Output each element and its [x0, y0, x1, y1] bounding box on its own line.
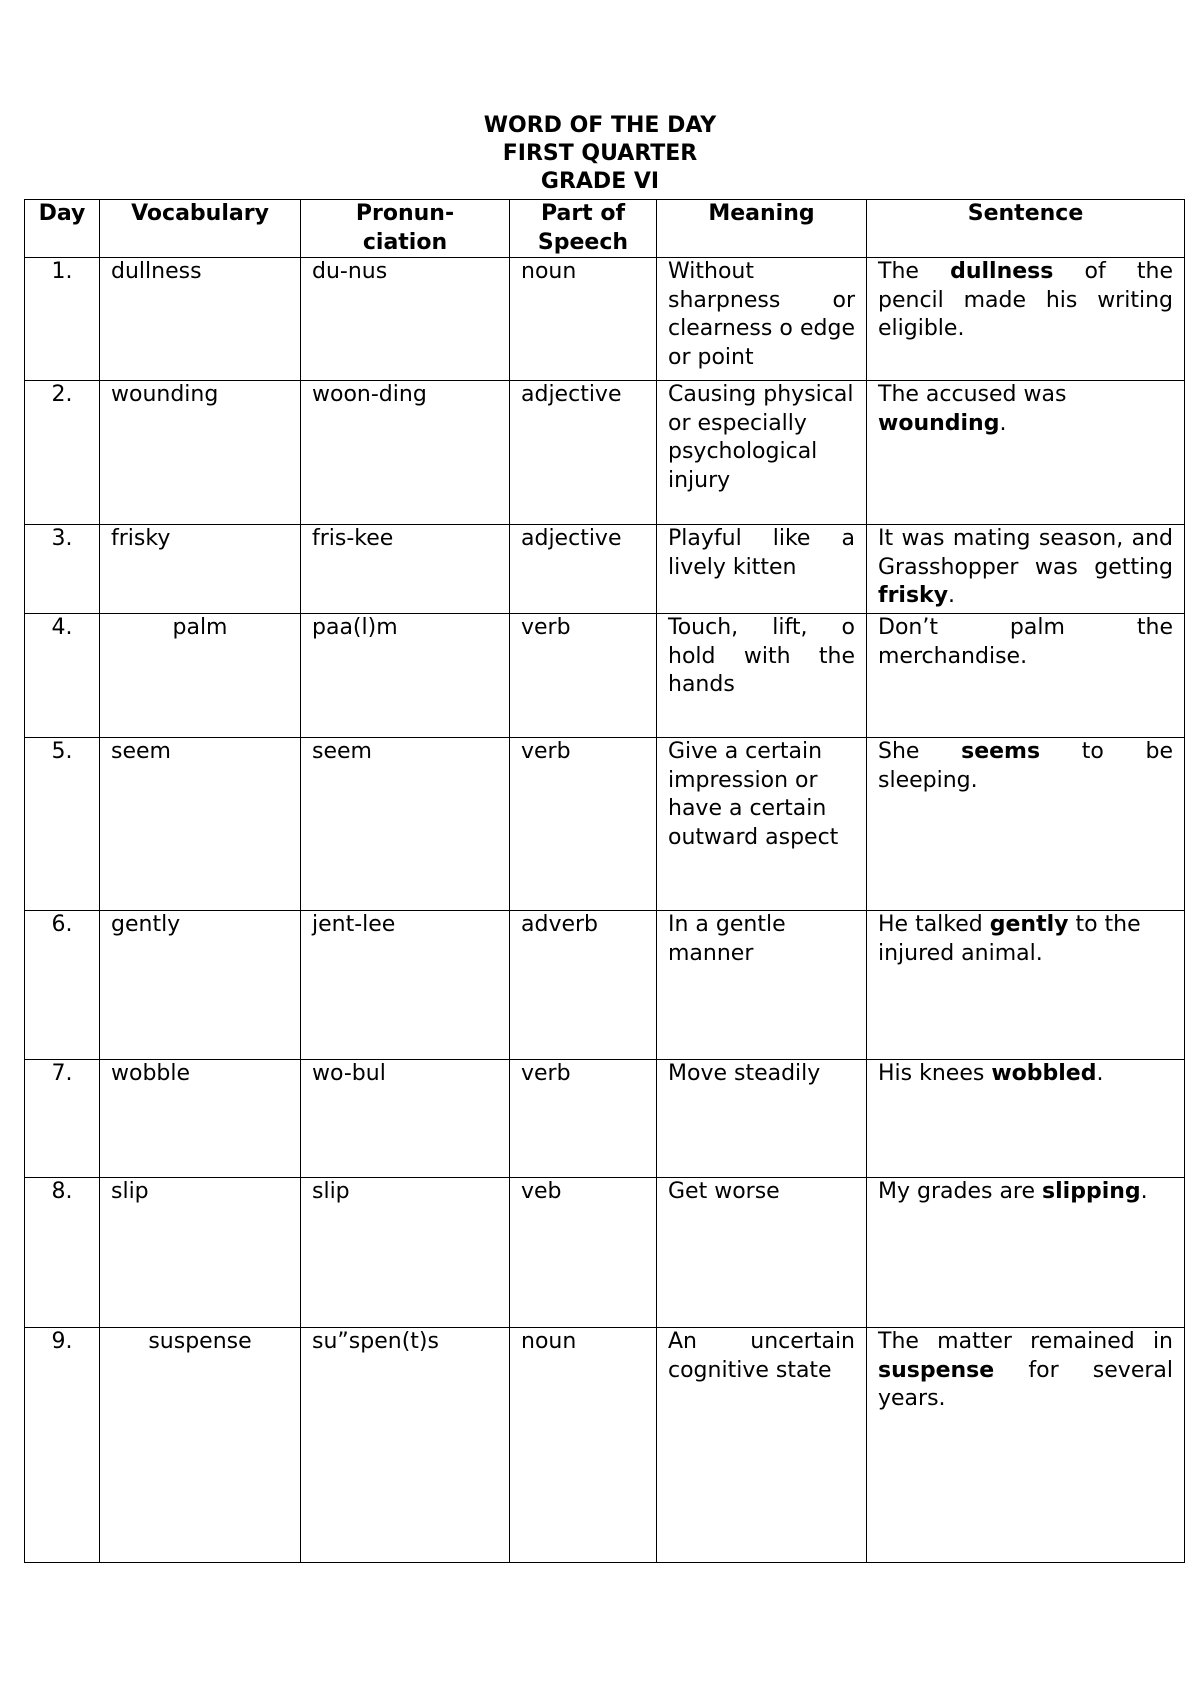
table-row — [25, 1328, 1185, 1563]
highlighted-word: suspense — [878, 1357, 995, 1383]
cell-day: 3. — [25, 525, 100, 614]
cell-meaning: Causing physical or especially psychological injury — [657, 381, 867, 525]
cell-pronunciation: su”spen(t)s — [301, 1328, 510, 1563]
grade-label: GRADE VI — [540, 169, 660, 194]
cell-pronunciation: wo-bul — [301, 1060, 510, 1178]
cell-sentence: My grades are slipping. — [867, 1178, 1185, 1328]
quarter-label: FIRST QUARTER — [502, 141, 698, 166]
cell-part-of-speech: adjective — [510, 525, 657, 614]
cell-part-of-speech: adverb — [510, 911, 657, 1060]
cell-day: 1. — [25, 258, 100, 381]
cell-meaning: Touch, lift, o hold with the hands — [657, 614, 867, 738]
cell-day: 2. — [25, 381, 100, 525]
table-row — [25, 738, 1185, 911]
document-title: WORD OF THE DAY — [483, 113, 717, 138]
cell-word: dullness — [100, 258, 301, 381]
header-part-of-speech: Part of Speech — [510, 200, 657, 258]
highlighted-word: gently — [989, 912, 1069, 937]
highlighted-word: wobbled — [991, 1061, 1097, 1086]
cell-part-of-speech: adjective — [510, 381, 657, 525]
cell-sentence: The accused was wounding. — [867, 381, 1185, 525]
header-vocabulary: Vocabulary — [100, 200, 301, 258]
cell-meaning: An uncertain cognitive state — [657, 1328, 867, 1563]
table-row — [25, 258, 1185, 381]
table-header-row — [25, 200, 1185, 258]
table-row — [25, 911, 1185, 1060]
cell-meaning: Get worse — [657, 1178, 867, 1328]
cell-meaning: Playful like a lively kitten — [657, 525, 867, 614]
cell-pronunciation: paa(l)m — [301, 614, 510, 738]
cell-part-of-speech: veb — [510, 1178, 657, 1328]
cell-day: 9. — [25, 1328, 100, 1563]
vocabulary-table — [24, 199, 1185, 1563]
header-meaning: Meaning — [657, 200, 867, 258]
header-day: Day — [25, 200, 100, 258]
table-row — [25, 614, 1185, 738]
cell-day: 6. — [25, 911, 100, 1060]
cell-day: 4. — [25, 614, 100, 738]
cell-pronunciation: fris-kee — [301, 525, 510, 614]
cell-meaning: Give a certain impression or have a certain outward aspect — [657, 738, 867, 911]
table-row — [25, 381, 1185, 525]
highlighted-word: frisky — [878, 583, 949, 608]
cell-sentence: The matter remained in suspense for several years. — [867, 1328, 1185, 1563]
cell-sentence: She seems to be sleeping. — [867, 738, 1185, 911]
table-row — [25, 1060, 1185, 1178]
cell-word: slip — [100, 1178, 301, 1328]
cell-sentence: Don’t palm the merchandise. — [867, 614, 1185, 738]
table-row — [25, 525, 1185, 614]
cell-pronunciation: slip — [301, 1178, 510, 1328]
cell-word: gently — [100, 911, 301, 1060]
cell-pronunciation: jent-lee — [301, 911, 510, 1060]
highlighted-word: slipping — [1042, 1179, 1141, 1204]
highlighted-word: wounding — [878, 410, 1000, 436]
cell-pronunciation: woon-ding — [301, 381, 510, 525]
cell-word: wounding — [100, 381, 301, 525]
cell-sentence: The dullness of the pencil made his writing eligible. — [867, 258, 1185, 381]
cell-sentence: It was mating season, and Grasshopper was getting frisky. — [867, 525, 1185, 614]
cell-day: 5. — [25, 738, 100, 911]
cell-meaning: Without sharpness or clearness o edge or point — [657, 258, 867, 381]
cell-word: seem — [100, 738, 301, 911]
header-pronunciation: Pronun- ciation — [301, 200, 510, 258]
cell-part-of-speech: verb — [510, 738, 657, 911]
cell-part-of-speech: verb — [510, 1060, 657, 1178]
cell-meaning: In a gentle manner — [657, 911, 867, 1060]
document-header — [0, 112, 1200, 196]
cell-pronunciation: du-nus — [301, 258, 510, 381]
cell-sentence: His knees wobbled. — [867, 1060, 1185, 1178]
cell-part-of-speech: verb — [510, 614, 657, 738]
cell-day: 8. — [25, 1178, 100, 1328]
cell-meaning: Move steadily — [657, 1060, 867, 1178]
cell-word: frisky — [100, 525, 301, 614]
cell-word: wobble — [100, 1060, 301, 1178]
cell-day: 7. — [25, 1060, 100, 1178]
highlighted-word: dullness — [950, 259, 1054, 284]
cell-word: palm — [100, 614, 301, 738]
cell-part-of-speech: noun — [510, 258, 657, 381]
cell-sentence: He talked gently to the injured animal. — [867, 911, 1185, 1060]
header-sentence: Sentence — [867, 200, 1185, 258]
cell-part-of-speech: noun — [510, 1328, 657, 1563]
highlighted-word: seems — [961, 739, 1041, 764]
table-row — [25, 1178, 1185, 1328]
cell-pronunciation: seem — [301, 738, 510, 911]
cell-word: suspense — [100, 1328, 301, 1563]
